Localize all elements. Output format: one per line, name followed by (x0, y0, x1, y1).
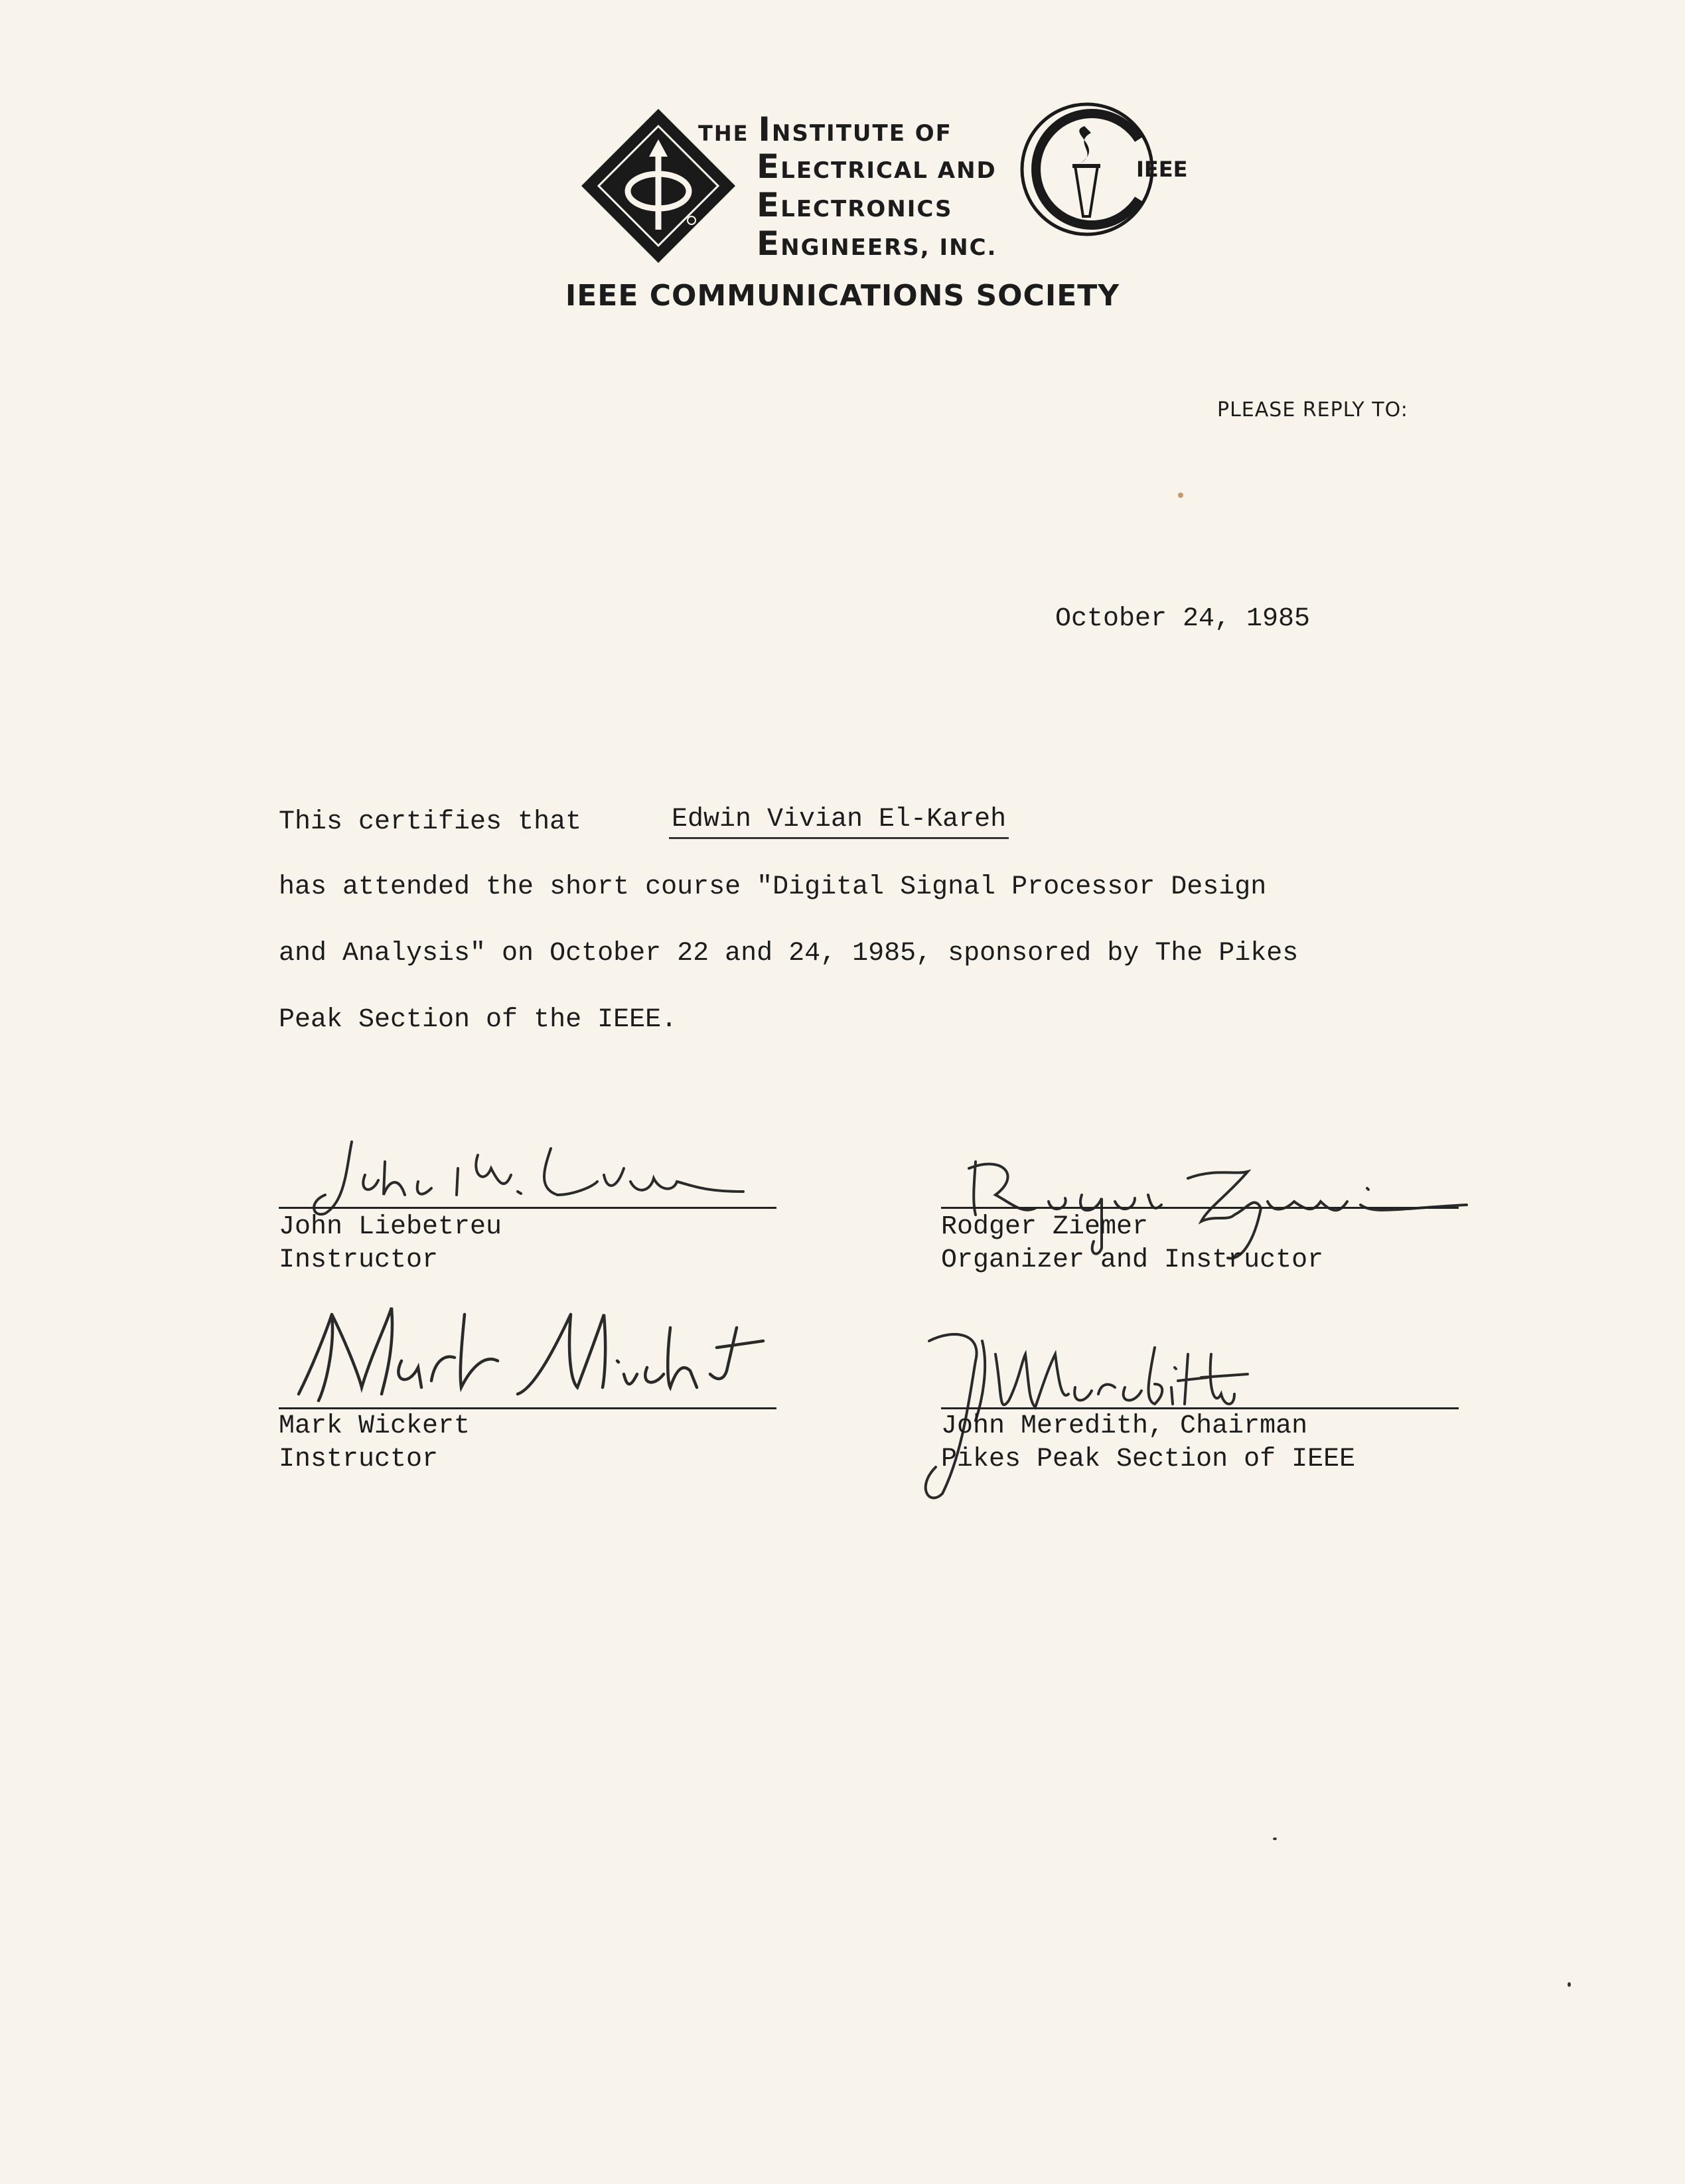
institute-initial-1: I (758, 110, 772, 149)
letter-date: October 24, 1985 (1055, 604, 1311, 634)
signature-line-2 (941, 1207, 1459, 1209)
signature-line-1 (279, 1207, 776, 1209)
institute-initial-4: E (757, 224, 781, 263)
signatory-title-2: Organizer and Instructor (941, 1245, 1324, 1275)
signatory-title-4: Pikes Peak Section of IEEE (941, 1444, 1356, 1474)
course-line-2: and Analysis" on October 22 and 24, 1985, sponsored by The Pikes (279, 939, 1299, 969)
comsoc-torch-logo (1006, 100, 1192, 239)
paper-speck-3 (1568, 1982, 1571, 1987)
signature-line-4 (941, 1407, 1459, 1409)
institute-the: THE (698, 121, 749, 146)
signatory-name-1: John Liebetreu (279, 1212, 502, 1242)
signatory-name-4: John Meredith, Chairman (941, 1411, 1308, 1441)
signature-line-3 (279, 1407, 776, 1409)
institute-initial-3: E (757, 186, 781, 224)
society-title: IEEE COMMUNICATIONS SOCIETY (565, 279, 1120, 313)
course-line-1: has attended the short course "Digital Signal Processor Design (279, 872, 1267, 902)
comsoc-mark-text: IEEE (1136, 157, 1188, 182)
signatory-name-2: Rodger Ziemer (941, 1212, 1149, 1242)
reply-to-label: PLEASE REPLY TO: (1217, 398, 1408, 422)
institute-initial-2: E (757, 147, 781, 186)
paper-speck-2 (1273, 1837, 1277, 1840)
certifies-prefix: This certifies that (279, 807, 582, 837)
course-line-3: Peak Section of the IEEE. (279, 1005, 678, 1035)
institute-line-3: LECTRONICS (780, 196, 953, 222)
recipient-name: Edwin Vivian El-Kareh (669, 805, 1009, 839)
signatory-title-1: Instructor (279, 1245, 439, 1275)
signature-mark-wickert (285, 1288, 776, 1421)
signatory-title-3: Instructor (279, 1444, 439, 1474)
institute-line-2: LECTRICAL AND (780, 157, 997, 184)
paper-speck (1178, 493, 1183, 498)
institute-line-4: NGINEERS, INC. (780, 234, 997, 261)
institute-line-1: NSTITUTE OF (771, 120, 952, 147)
signatory-name-3: Mark Wickert (279, 1411, 471, 1441)
